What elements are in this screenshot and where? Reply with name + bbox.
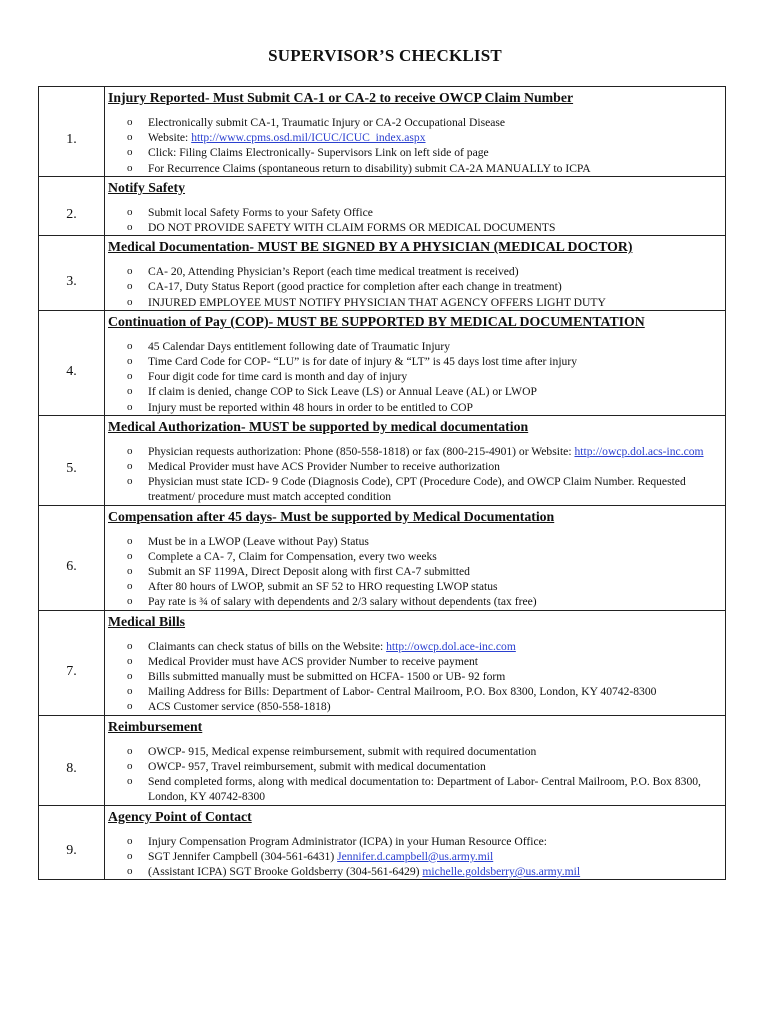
checklist-section [39, 715, 726, 805]
list-item-text: ACS Customer service (850-558-1818) [148, 700, 331, 714]
section-item-list [105, 444, 725, 505]
section-content-cell [105, 805, 726, 880]
section-heading: Notify Safety [108, 179, 186, 195]
bullet-icon: o [127, 744, 133, 757]
list-item-text: SGT Jennifer Campbell (304-561-6431) [148, 849, 338, 863]
list-item [105, 834, 725, 849]
section-number: 6. [66, 558, 77, 574]
bullet-icon: o [127, 475, 133, 488]
list-item-text: Click: Filing Claims Electronically- Supervisors Link on left side of page [148, 146, 489, 160]
list-item [105, 459, 725, 474]
list-item [105, 849, 725, 864]
bullet-icon: o [127, 339, 133, 352]
list-item-text: For Recurrence Claims (spontaneous return to disability) submit CA-2A MANUALLY to ICPA [148, 161, 591, 175]
bullet-icon: o [127, 534, 133, 547]
bullet-icon: o [127, 355, 133, 368]
bullet-icon: o [127, 775, 133, 788]
list-item [105, 744, 725, 759]
bullet-icon: o [127, 549, 133, 562]
section-content-cell [105, 176, 726, 235]
section-number: 9. [66, 843, 77, 859]
bullet-icon: o [127, 849, 133, 862]
list-item-text: DO NOT PROVIDE SAFETY WITH CLAIM FORMS OR MEDICAL DOCUMENTS [148, 221, 556, 235]
bullet-icon: o [127, 205, 133, 218]
list-item [105, 264, 725, 279]
section-number: 1. [66, 132, 77, 148]
checklist-section [39, 505, 726, 610]
section-number-cell [39, 805, 105, 880]
checklist-section [39, 87, 726, 177]
checklist-section [39, 236, 726, 311]
list-item-text: If claim is denied, change COP to Sick Leave (LS) or Annual Leave (AL) or LWOP [148, 385, 537, 399]
section-item-list [105, 534, 725, 610]
section-number-cell [39, 176, 105, 235]
list-item-text: Injury must be reported within 48 hours in order to be entitled to COP [148, 400, 473, 414]
list-item-text: Submit local Safety Forms to your Safety Office [148, 205, 373, 219]
section-number-cell [39, 610, 105, 715]
section-heading: Medical Documentation- MUST BE SIGNED BY A PHYSICIAN (MEDICAL DOCTOR) [108, 239, 633, 255]
section-item-list [105, 744, 725, 805]
bullet-icon: o [127, 370, 133, 383]
list-item [105, 444, 725, 459]
bullet-icon: o [127, 444, 133, 457]
list-item-text: Mailing Address for Bills: Department of Labor- Central Mailroom, P.O. Box 8300, London, KY 40742-8300 [148, 685, 657, 699]
list-item [105, 699, 725, 714]
bullet-icon: o [127, 400, 133, 413]
list-item [105, 759, 725, 774]
bullet-icon: o [127, 639, 133, 652]
section-number-cell [39, 236, 105, 311]
bullet-icon: o [127, 295, 133, 308]
list-item-link[interactable]: http://owcp.dol.ace-inc.com [386, 639, 516, 653]
bullet-icon: o [127, 654, 133, 667]
section-number-cell [39, 415, 105, 505]
list-item [105, 145, 725, 160]
list-item [105, 115, 725, 130]
list-item [105, 474, 725, 504]
bullet-icon: o [127, 565, 133, 578]
list-item-text: INJURED EMPLOYEE MUST NOTIFY PHYSICIAN THAT AGENCY OFFERS LIGHT DUTY [148, 295, 606, 309]
bullet-icon: o [127, 280, 133, 293]
bullet-icon: o [127, 670, 133, 683]
section-number: 4. [66, 363, 77, 379]
list-item-link[interactable]: Jennifer.d.campbell@us.army.mil [337, 849, 494, 863]
checklist-section [39, 805, 726, 880]
section-content-cell [105, 310, 726, 415]
list-item-text: Complete a CA- 7, Claim for Compensation, every two weeks [148, 549, 437, 563]
list-item-text: Must be in a LWOP (Leave without Pay) Status [148, 534, 369, 548]
bullet-icon: o [127, 595, 133, 608]
section-item-list [105, 115, 725, 176]
list-item [105, 564, 725, 579]
list-item [105, 864, 725, 879]
list-item [105, 161, 725, 176]
bullet-icon: o [127, 460, 133, 473]
section-heading: Compensation after 45 days- Must be supported by Medical Documentation [108, 508, 555, 524]
list-item-text: CA-17, Duty Status Report (good practice for completion after each change in treatment) [148, 280, 562, 294]
section-number-cell [39, 715, 105, 805]
page-title: SUPERVISOR’S CHECKLIST [268, 46, 502, 65]
section-item-list [105, 205, 725, 235]
list-item-text: OWCP- 957, Travel reimbursement, submit with medical documentation [148, 759, 486, 773]
bullet-icon: o [127, 131, 133, 144]
section-content-cell [105, 415, 726, 505]
section-heading: Agency Point of Contact [108, 808, 252, 824]
checklist-section [39, 176, 726, 235]
checklist-table [38, 86, 726, 880]
list-item [105, 384, 725, 399]
list-item-text: Pay rate is ¾ of salary with dependents and 2/3 salary without dependents (tax free) [148, 595, 537, 609]
list-item-link[interactable]: michelle.goldsberry@us.army.mil [422, 864, 581, 878]
list-item [105, 534, 725, 549]
list-item-text: (Assistant ICPA) SGT Brooke Goldsberry (304-561-6429) [148, 864, 423, 878]
list-item [105, 369, 725, 384]
bullet-icon: o [127, 221, 133, 234]
list-item-text: OWCP- 915, Medical expense reimbursement, submit with required documentation [148, 744, 537, 758]
bullet-icon: o [127, 580, 133, 593]
section-heading: Medical Authorization- MUST be supported by medical documentation [108, 418, 529, 434]
section-heading: Injury Reported- Must Submit CA-1 or CA-2 to receive OWCP Claim Number [108, 90, 574, 105]
list-item-link[interactable]: http://owcp.dol.acs-inc.com [574, 444, 704, 458]
bullet-icon: o [127, 700, 133, 713]
list-item [105, 295, 725, 310]
list-item-text: Physician requests authorization: Phone (850-558-1818) or fax (800-215-4901) or Website: [148, 444, 575, 458]
checklist-section [39, 415, 726, 505]
section-content-cell [105, 505, 726, 610]
list-item-text: Time Card Code for COP- “LU” is for date of injury & “LT” is 45 days lost time after injury [148, 355, 578, 369]
list-item [105, 594, 725, 609]
section-item-list [105, 264, 725, 310]
list-item [105, 354, 725, 369]
list-item-text: Electronically submit CA-1, Traumatic Injury or CA-2 Occupational Disease [148, 116, 506, 129]
bullet-icon: o [127, 146, 133, 159]
bullet-icon: o [127, 161, 133, 174]
bullet-icon: o [127, 265, 133, 278]
list-item [105, 279, 725, 294]
section-heading: Reimbursement [108, 718, 203, 734]
list-item [105, 549, 725, 564]
section-number: 7. [66, 663, 77, 679]
section-heading: Continuation of Pay (COP)- MUST BE SUPPORTED BY MEDICAL DOCUMENTATION [108, 313, 645, 329]
list-item [105, 400, 725, 415]
list-item [105, 205, 725, 220]
bullet-icon: o [127, 834, 133, 847]
list-item-text: Claimants can check status of bills on the Website: [148, 639, 387, 653]
list-item [105, 774, 725, 804]
list-item-text: Medical Provider must have ACS Provider Number to receive authorization [148, 460, 500, 474]
section-number-cell [39, 310, 105, 415]
list-item-text: Physician must state ICD- 9 Code (Diagnosis Code), CPT (Procedure Code), and OWCP Claim Number. Requested treatment/ procedure must match accepted condition [148, 475, 686, 504]
list-item [105, 339, 725, 354]
bullet-icon: o [127, 116, 133, 128]
section-number-cell [39, 505, 105, 610]
list-item [105, 684, 725, 699]
list-item-text: Submit an SF 1199A, Direct Deposit along with first CA-7 submitted [148, 565, 470, 579]
section-item-list [105, 339, 725, 415]
list-item [105, 669, 725, 684]
section-heading: Medical Bills [108, 613, 186, 629]
checklist-body [39, 87, 726, 880]
section-content-cell [105, 236, 726, 311]
section-number: 2. [66, 207, 77, 223]
checklist-section [39, 610, 726, 715]
list-item [105, 579, 725, 594]
list-item-text: 45 Calendar Days entitlement following date of Traumatic Injury [148, 339, 451, 353]
list-item-text: After 80 hours of LWOP, submit an SF 52 to HRO requesting LWOP status [148, 580, 498, 594]
section-content-cell [105, 715, 726, 805]
section-content-cell [105, 610, 726, 715]
list-item-text: Medical Provider must have ACS provider Number to receive payment [148, 654, 479, 668]
list-item [105, 639, 725, 654]
section-number: 3. [66, 274, 77, 290]
bullet-icon: o [127, 759, 133, 772]
section-number: 5. [66, 461, 77, 477]
checklist-section [39, 310, 726, 415]
list-item [105, 220, 725, 235]
list-item [105, 654, 725, 669]
section-item-list [105, 834, 725, 880]
list-item-text: Send completed forms, along with medical documentation to: Department of Labor- Central Mailroom, P.O. Box 8300, London, KY 40742-8300 [148, 775, 701, 804]
list-item-text: CA- 20, Attending Physician’s Report (each time medical treatment is received) [148, 265, 519, 279]
list-item-text: Website: [148, 131, 192, 145]
section-item-list [105, 639, 725, 715]
bullet-icon: o [127, 385, 133, 398]
list-item-text: Injury Compensation Program Administrator (ICPA) in your Human Resource Office: [148, 834, 547, 848]
bullet-icon: o [127, 864, 133, 877]
list-item-text: Four digit code for time card is month and day of injury [148, 370, 408, 384]
bullet-icon: o [127, 685, 133, 698]
section-number: 8. [66, 761, 77, 777]
section-content-cell [105, 87, 726, 177]
list-item-link[interactable]: http://www.cpms.osd.mil/ICUC/ICUC_index.aspx [191, 131, 426, 145]
list-item [105, 130, 725, 145]
list-item-text: Bills submitted manually must be submitted on HCFA- 1500 or UB- 92 form [148, 670, 506, 684]
section-number-cell [39, 87, 105, 177]
